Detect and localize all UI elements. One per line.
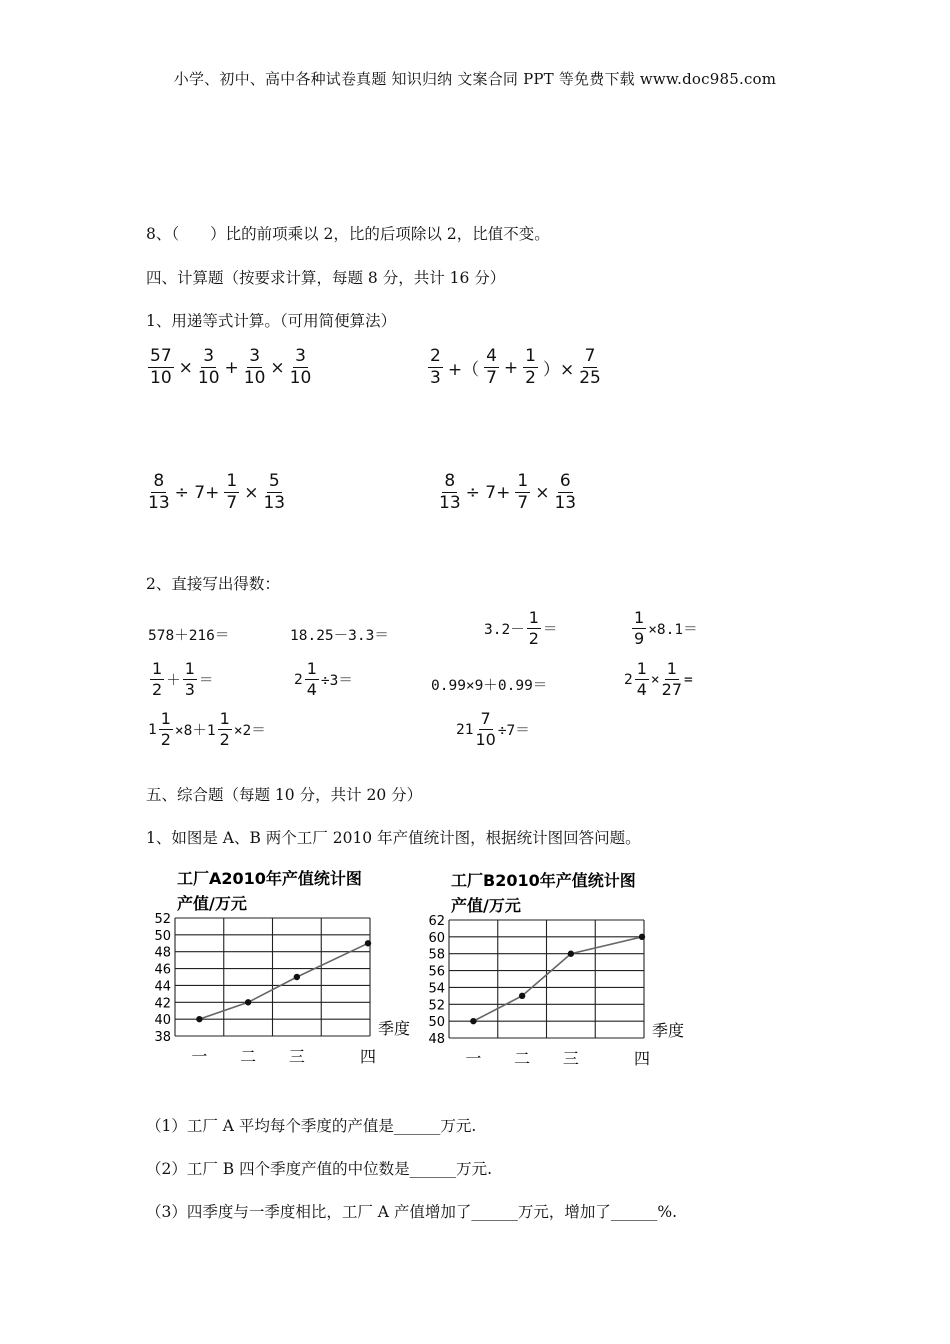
direct-b2: 2 $\frac{1}{4}$ ÷3＝ bbox=[294, 659, 353, 699]
section-4-title: 四、计算题（按要求计算，每题 8 分，共计 16 分） bbox=[146, 269, 506, 287]
y-tick-label: 46 bbox=[154, 962, 171, 978]
y-tick-label: 52 bbox=[154, 912, 171, 927]
y-tick-label: 58 bbox=[428, 947, 445, 963]
data-point bbox=[365, 940, 371, 946]
factory-b-chart bbox=[414, 862, 704, 1077]
y-tick-label: 48 bbox=[428, 1032, 445, 1047]
direct-a3: 3.2－ $\frac{1}{2}$ ＝ bbox=[484, 608, 558, 648]
direct-b3: 0.99×9＋0.99＝ bbox=[431, 678, 548, 694]
sub-question-2: （2）工厂 B 四个季度产值的中位数是______万元. bbox=[146, 1160, 493, 1178]
calc-expression-3: $\frac{8}{13}$ ÷ 7+ $\frac{1}{7}$ × $\frac{5}{13}$ bbox=[148, 471, 286, 513]
chart-ylabel: 产值/万元 bbox=[177, 894, 247, 913]
category-label: 一 bbox=[191, 1047, 208, 1066]
category-label: 三 bbox=[562, 1049, 579, 1068]
data-point bbox=[196, 1016, 202, 1022]
y-tick-label: 60 bbox=[428, 930, 445, 946]
chart-xlabel: 季度 bbox=[652, 1021, 685, 1040]
sub-question-3: （3）四季度与一季度相比，工厂 A 产值增加了______万元，增加了______%. bbox=[146, 1203, 678, 1221]
chart-xlabel: 季度 bbox=[378, 1019, 411, 1038]
direct-a4: $\frac{1}{9}$ ×8.1＝ bbox=[634, 608, 698, 648]
y-tick-label: 40 bbox=[154, 1013, 171, 1029]
category-label: 一 bbox=[465, 1049, 482, 1068]
data-point bbox=[568, 951, 574, 957]
category-label: 四 bbox=[633, 1049, 651, 1068]
chart-title: 工厂B2010年产值统计图 bbox=[451, 871, 636, 890]
direct-a2: 18.25－3.3＝ bbox=[290, 628, 389, 644]
data-point bbox=[639, 934, 645, 940]
section-4-question-1: 1、用递等式计算。（可用简便算法） bbox=[146, 312, 397, 330]
data-point bbox=[519, 993, 525, 999]
category-label: 二 bbox=[514, 1049, 531, 1068]
data-point bbox=[245, 999, 251, 1005]
category-label: 四 bbox=[359, 1047, 377, 1066]
direct-b1: $\frac{1}{2}$ ＋ $\frac{1}{3}$ ＝ bbox=[152, 659, 214, 699]
section-5-title: 五、综合题（每题 10 分，共计 20 分） bbox=[146, 786, 423, 804]
section-4-question-2: 2、直接写出得数： bbox=[146, 575, 280, 593]
direct-c1: 1 $\frac{1}{2}$ ×8＋1 $\frac{1}{2}$ ×2＝ bbox=[148, 709, 266, 749]
series-line bbox=[473, 937, 642, 1021]
data-point bbox=[470, 1018, 476, 1024]
calc-expression-1: $\frac{57}{10}$ × $\frac{3}{10}$ + $\frac{3}{10}$ × $\frac{3}{10}$ bbox=[150, 346, 312, 388]
y-tick-label: 38 bbox=[154, 1030, 171, 1045]
y-tick-label: 42 bbox=[154, 996, 171, 1012]
direct-c2: 21 $\frac{7}{10}$ ÷7＝ bbox=[456, 709, 530, 749]
category-label: 三 bbox=[288, 1047, 305, 1066]
section-5-question-1: 1、如图是 A、B 两个工厂 2010 年产值统计图，根据统计图回答问题。 bbox=[146, 829, 641, 847]
factory-a-chart bbox=[140, 860, 430, 1075]
y-tick-label: 44 bbox=[154, 979, 171, 995]
y-tick-label: 62 bbox=[428, 914, 445, 929]
y-tick-label: 50 bbox=[154, 928, 171, 944]
direct-b4: 2 $\frac{1}{4}$ × $\frac{1}{27}$ = bbox=[624, 659, 693, 699]
series-line bbox=[199, 943, 368, 1019]
y-tick-label: 48 bbox=[154, 945, 171, 961]
page-header: 小学、初中、高中各种试卷真题 知识归纳 文案合同 PPT 等免费下载 www.doc985.com bbox=[173, 70, 777, 88]
y-tick-label: 56 bbox=[428, 964, 445, 980]
chart-title: 工厂A2010年产值统计图 bbox=[177, 869, 362, 888]
calc-expression-4: $\frac{8}{13}$ ÷ 7+ $\frac{1}{7}$ × $\frac{6}{13}$ bbox=[439, 471, 577, 513]
category-label: 二 bbox=[240, 1047, 257, 1066]
y-tick-label: 52 bbox=[428, 998, 445, 1014]
question-8: 8、（ ）比的前项乘以 2，比的后项除以 2，比值不变。 bbox=[146, 225, 550, 243]
sub-question-1: （1）工厂 A 平均每个季度的产值是______万元. bbox=[146, 1117, 477, 1135]
data-point bbox=[294, 974, 300, 980]
y-tick-label: 54 bbox=[428, 981, 445, 997]
direct-a1: 578＋216＝ bbox=[148, 628, 230, 644]
chart-ylabel: 产值/万元 bbox=[451, 896, 521, 915]
calc-expression-2: $\frac{2}{3}$ +（ $\frac{4}{7}$ + $\frac{1}{2}$ ）× $\frac{7}{25}$ bbox=[430, 346, 601, 388]
y-tick-label: 50 bbox=[428, 1015, 445, 1031]
